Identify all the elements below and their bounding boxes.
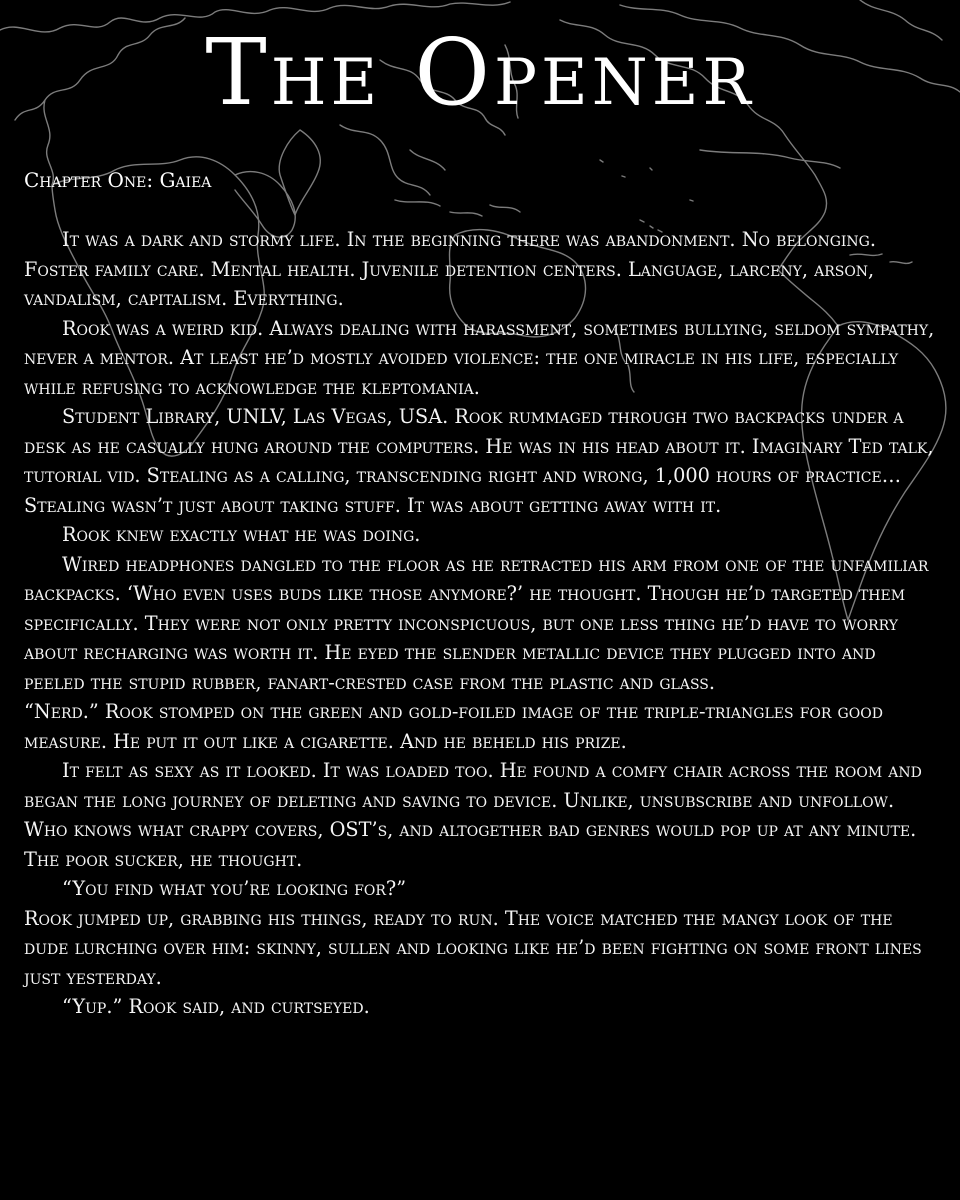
chapter-body bbox=[24, 225, 940, 1022]
paragraph-7: It felt as sexy as it looked. It was loaded too. He found a comfy chair across the room and began the long journey of deleting and saving to device. Unlike, unsubscribe and unfollow. Who knows what crappy covers, OST’s, and altogether bad genres would pop up at any minute. The poor sucker, he thought. bbox=[24, 759, 922, 871]
map-outline-pacific-islands bbox=[600, 160, 693, 201]
paragraph-1: It was a dark and stormy life. In the beginning there was abandonment. No belonging. Foster family care. Mental health. Juvenile detention centers. Language, larceny, arson, vandalism, capitalism. Everything. bbox=[24, 228, 876, 310]
paragraph-8: “You find what you’re looking for?” bbox=[62, 877, 407, 900]
book-title: The Opener bbox=[205, 19, 755, 126]
paragraph-9: Rook jumped up, grabbing his things, ready to run. The voice matched the mangy look of the dude lurching over him: skinny, sullen and looking like he’d been fighting on some front lines just yesterday. bbox=[24, 906, 922, 989]
map-outline-us-border bbox=[700, 150, 840, 168]
paragraph-2: Rook was a weird kid. Always dealing with harassment, sometimes bullying, seldom sympathy, never a mentor. At least he’d mostly avoided violence: the one miracle in his life, especially while refusing to acknowledge the kleptomania. bbox=[24, 316, 935, 399]
paragraph-5: Wired headphones dangled to the floor as he retracted his arm from one of the unfamiliar backpacks. ‘Who even uses buds like those anymore?’ he thought. Though he’d targeted them specifically. They were not only pretty inconspicuous, but one less thing he’d have to worry about recharging was worth it. He eyed the slender metallic device they plugged into and peeled the stupid rubber, fanart-crested case from the plastic and glass. bbox=[24, 552, 929, 694]
map-outline-india bbox=[279, 130, 320, 215]
chapter-heading: Chapter One: Gaiea bbox=[24, 168, 212, 192]
map-outline-indonesia bbox=[395, 200, 520, 216]
paragraph-6: “Nerd.” Rook stomped on the green and gold-foiled image of the triple-triangles for good measure. He put it out like a cigarette. And he beheld his prize. bbox=[24, 700, 883, 753]
paragraph-3: Student Library, UNLV, Las Vegas, USA. Rook rummaged through two backpacks under a desk as he casually hung around the computers. He was in his head about it. Imaginary Ted talk, tutorial vid. Stealing as a calling, transcending right and wrong, 1,000 hours of practice… Stealing wasn’t just about taking stuff. It was about getting away with it. bbox=[24, 405, 934, 517]
paragraph-10: “Yup.” Rook said, and curtseyed. bbox=[62, 995, 370, 1018]
map-outline-southeast-asia bbox=[340, 125, 445, 195]
paragraph-4: Rook knew exactly what he was doing. bbox=[62, 523, 421, 546]
